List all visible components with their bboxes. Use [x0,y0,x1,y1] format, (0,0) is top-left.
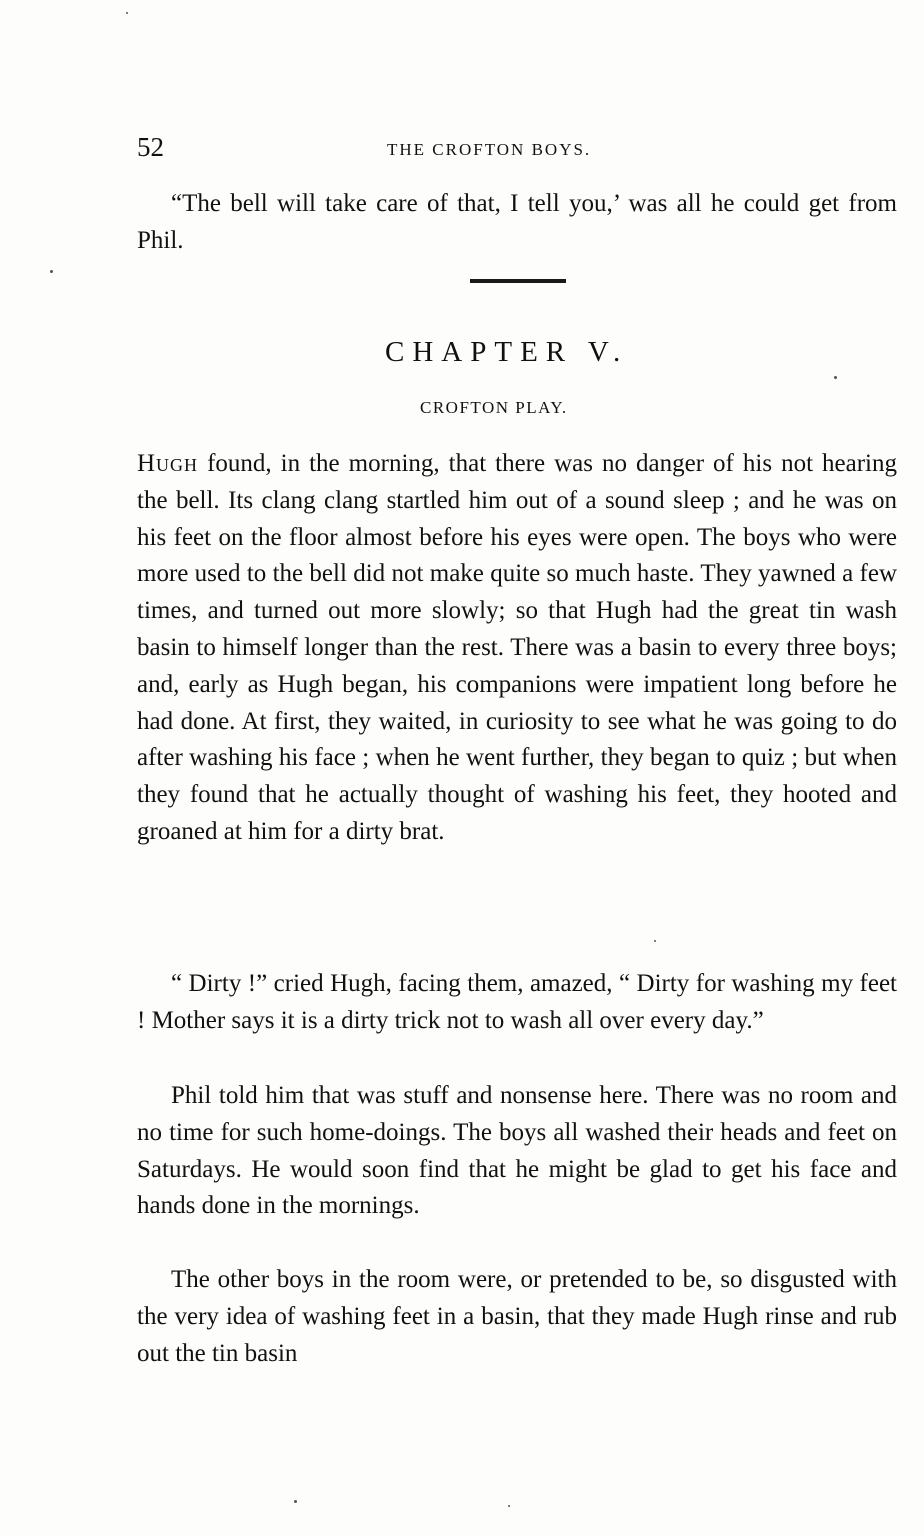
section-divider [470,279,566,283]
running-head [137,132,897,164]
running-title: THE CROFTON BOYS. [387,140,592,159]
chapter-title: CHAPTER V. [385,336,629,368]
paragraph-1 [137,446,897,851]
paragraph-3-text: Phil told him that was stuff and nonsense here. There was no room and no time for such home-doings. The boys all washed their heads and feet on Saturdays. He would soon find that he might be glad to get his face and hands done in the mornings. [137,1082,897,1220]
scan-speck [294,1500,297,1503]
paragraph-2-text: “ Dirty !” cried Hugh, facing them, amazed, “ Dirty for washing my feet ! Mother says it is a dirty trick not to wash all over every day.” [137,970,897,1034]
chapter-subtitle: CROFTON PLAY. [420,398,568,417]
scan-speck [126,12,128,14]
opening-paragraph [137,186,897,260]
first-word: Hugh [137,450,199,477]
scan-speck [834,376,837,379]
paragraph-1-text: found, in the morning, that there was no danger of his not hearing the bell. Its clang clang startled him out of a sound sleep ; and he was on his feet on the floor almost before his eyes were open. The boys who were more used to the bell did not make quite so much haste. They yawned a few times, and turned out more slowly; so that Hugh had the great tin wash basin to himself longer than the rest. There was a basin to every three boys; and, early as Hugh began, his companions were impatient long before he had done. At first, they waited, in curiosity to see what he was going to do after washing his face ; when he went further, they began to quiz ; but when they found that he actually thought of washing his feet, they hooted and groaned at him for a dirty brat. [137,450,897,845]
scan-speck [50,270,53,273]
page-number: 52 [137,132,164,162]
paragraph-4-text: The other boys in the room were, or pretended to be, so disgusted with the very idea of washing feet in a basin, that they made Hugh rinse and rub out the tin basin [137,1266,897,1367]
paragraph-2 [137,966,897,1040]
opening-line: “The bell will take care of that, I tell you,’ was all he could get from Phil. [137,190,897,254]
paragraph-3 [137,1078,897,1225]
scan-speck [508,1505,510,1507]
paragraph-4 [137,1262,897,1372]
scan-speck [654,940,656,942]
